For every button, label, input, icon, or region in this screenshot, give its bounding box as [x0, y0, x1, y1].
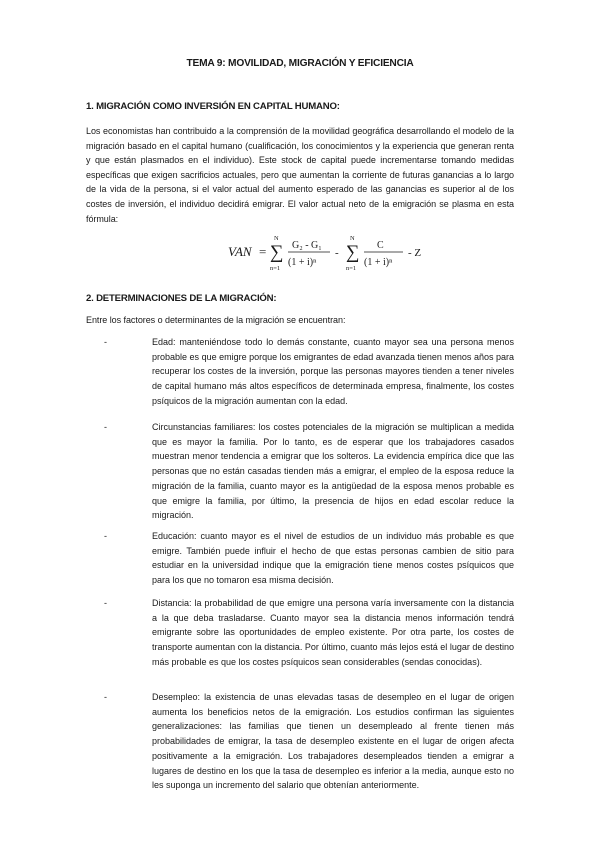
- list-dash: -: [104, 531, 107, 541]
- formula-sum1-upper: N: [274, 235, 279, 242]
- list-dash: -: [104, 598, 107, 608]
- formula-lhs: VAN: [228, 244, 252, 259]
- sum-symbol-2: ∑: [346, 242, 360, 263]
- section-1-paragraph: Los economistas han contribuido a la comprensión de la movilidad geográfica desarrollando el modelo de la migración basado en el capital humano (cualificación, los conocimientos y la experiencia que generan renta y que están plasmados en el individuo). Este stock de capital puede incrementarse tomando medidas específicas que exigen sacrificios actuales, pero que aumentan la corriente de futuras ganancias a lo largo de la vida de la persona, si el valor actual del aumento esperado de las ganancias es superior al de los costes de inversión, el individuo decidirá emigrar. El valor actual neto de la emigración se plasma en esta fórmula:: [86, 126, 514, 224]
- formula-equals: =: [259, 244, 267, 259]
- formula-sum2-lower: n=1: [346, 265, 357, 272]
- formula-sum2-upper: N: [350, 235, 355, 242]
- formula-minus: -: [335, 247, 339, 259]
- van-formula: [228, 232, 428, 274]
- formula-tail: - Z: [408, 247, 422, 259]
- list-dash: -: [104, 337, 107, 347]
- formula-numerator-1: G₂ - G₁: [292, 240, 322, 251]
- formula-denominator-2: (1 + i)ⁿ: [364, 257, 393, 268]
- list-dash: -: [104, 422, 107, 432]
- page-title: TEMA 9: MOVILIDAD, MIGRACIÓN Y EFICIENCIA: [186, 58, 414, 69]
- section-1-heading: 1. MIGRACIÓN COMO INVERSIÓN EN CAPITAL HUMANO:: [86, 101, 340, 112]
- list-item-text: Educación: cuanto mayor es el nivel de estudios de un individuo más probable es que emigre. También puede influir el hecho de que estas personas cambien de sitio para estudiar en la universidad indique que la emigración tiene menos costes psíquicos que para los que no tomaron esa misma decisión.: [152, 531, 514, 586]
- section-2-heading: 2. DETERMINACIONES DE LA MIGRACIÓN:: [86, 293, 277, 304]
- list-item-text: Edad: manteniéndose todo lo demás constante, cuanto mayor sea una persona menos probable es que emigre porque los emigrantes de edad avanzada tienen menos años para recuperar los costes de la inversión, porque las personas mayores tienden a tener niveles de capital humano más altos específicos de determinada empresa, finalmente, los costes psíquicos de la migración aumentan con la edad.: [152, 337, 514, 406]
- list-item-text: Circunstancias familiares: los costes potenciales de la migración se multiplican a medida que es mayor la familia. Por lo tanto, es de esperar que los trabajadores casados muestran menor tendencia a emigrar que los solteros. La evidencia empírica dice que las personas que no están casadas tienden más a emigrar, el empleo de la esposa reduce la migración de la familia, cuanto mayor es la antigüedad de la esposa menos probable es que emigre la familia, por último, la presencia de hijos en edad escolar reduce la migración.: [152, 422, 514, 521]
- list-item-text: Desempleo: la existencia de unas elevadas tasas de desempleo en el lugar de origen aumenta los beneficios netos de la emigración. Los estudios confirman las siguientes generalizaciones: las familias que tienen un desempleado al frente tienen más probabilidades de emigrar, la tasa de desempleo existente en el lugar de origen afecta positivamente a la emigración. Los trabajadores desempleados tienden a emigrar a lugares de destino en los que la tasa de desempleo es inferior a la media, aunque esto no les suponga un incremento del salario que obtenían anteriormente.: [152, 692, 514, 791]
- sum-symbol-1: ∑: [270, 242, 284, 263]
- formula-sum1-lower: n=1: [270, 265, 281, 272]
- list-dash: -: [104, 692, 107, 702]
- formula-denominator-1: (1 + i)ⁿ: [288, 257, 317, 268]
- section-2-intro: Entre los factores o determinantes de la migración se encuentran:: [86, 315, 346, 325]
- list-item-text: Distancia: la probabilidad de que emigre una persona varía inversamente con la distancia a la que deba trasladarse. Cuanto mayor sea la distancia menos información tendrá emigrante sobre las oportunidades de empleo existente. Por otra parte, los costes de transporte aumentan con la distancia. Por último, cuanto más lejos está el lugar de destino más probable es que los costes psíquicos sean considerables (sendas conocidas).: [152, 598, 514, 667]
- formula-numerator-2: C: [377, 240, 384, 251]
